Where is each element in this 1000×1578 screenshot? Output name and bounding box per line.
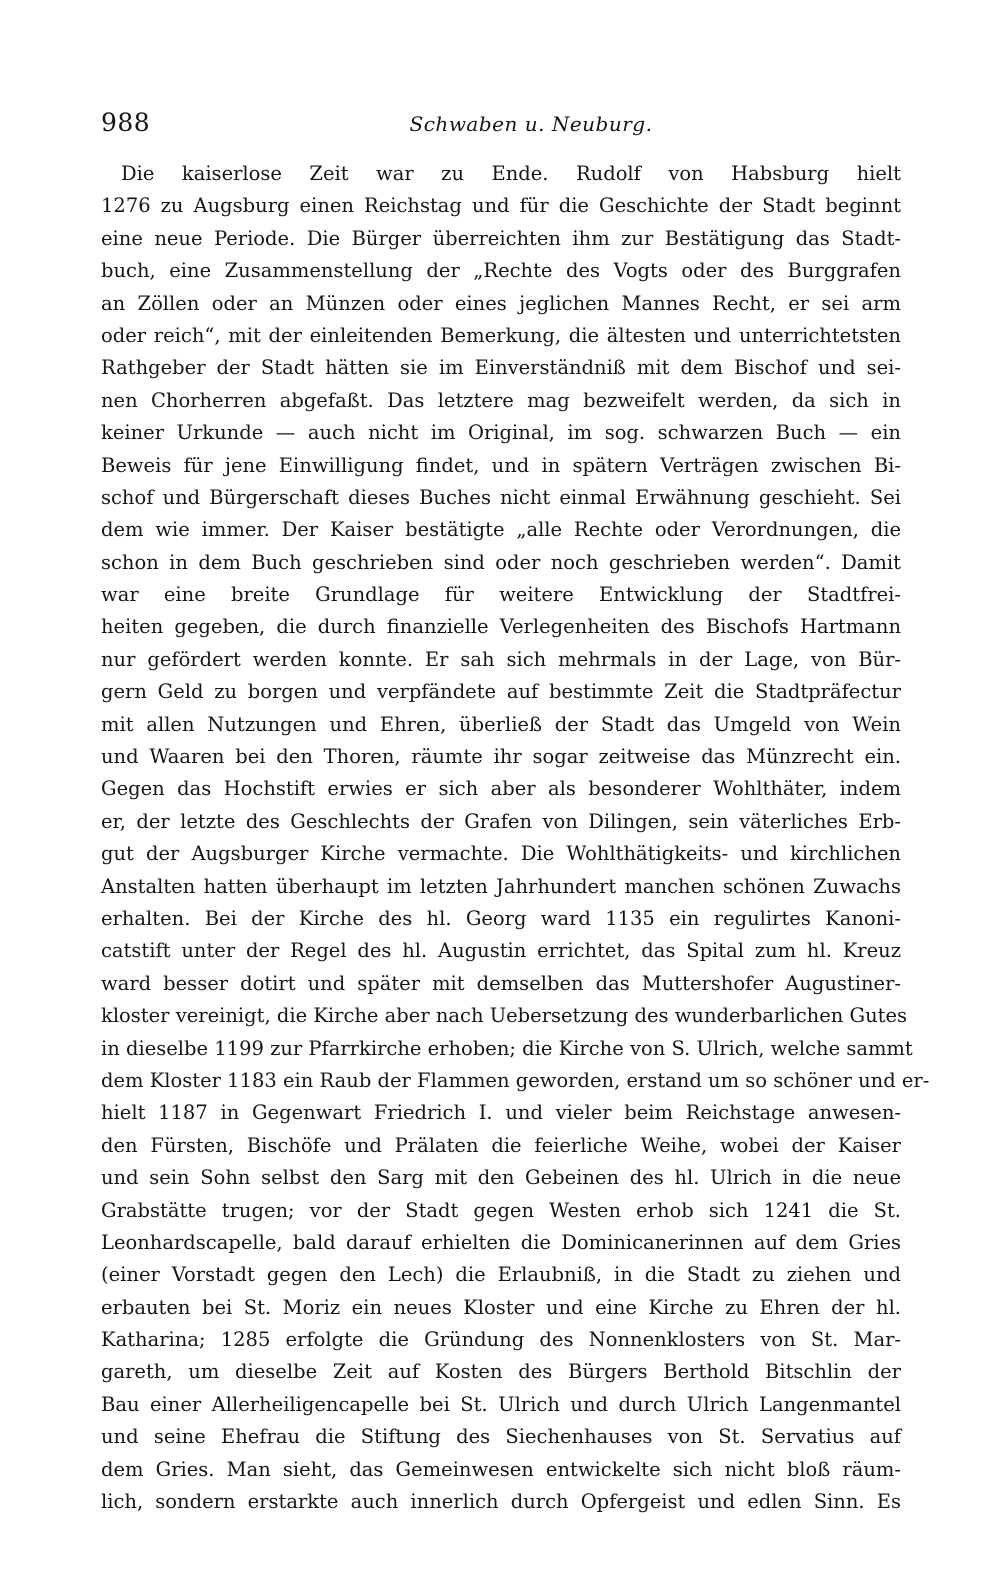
text-line: lich, sondern erstarkte auch innerlich durch Opfergeist und edlen Sinn. Es: [101, 1490, 901, 1514]
text-line: buch, eine Zusammenstellung der „Rechte des Vogts oder des Burggrafen: [101, 259, 901, 283]
text-line: er, der letzte des Geschlechts der Grafen von Dilingen, sein väterliches Erb-: [101, 809, 901, 833]
text-line: (einer Vorstadt gegen den Lech) die Erlaubniß, in die Stadt zu ziehen und: [101, 1263, 901, 1287]
text-line: nen Chorherren abgefaßt. Das letztere mag bezweifelt werden, da sich in: [101, 388, 901, 412]
text-line: in dieselbe 1199 zur Pfarrkirche erhoben; die Kirche von S. Ulrich, welche sammt: [101, 1036, 913, 1060]
text-line: dem Gries. Man sieht, das Gemeinwesen entwickelte sich nicht bloß räum-: [101, 1457, 901, 1481]
text-line: Leonhardscapelle, bald darauf erhielten die Dominicanerinnen auf dem Gries: [101, 1230, 901, 1254]
text-line: den Fürsten, Bischöfe und Prälaten die feierliche Weihe, wobei der Kaiser: [101, 1133, 901, 1157]
text-line: eine neue Periode. Die Bürger überreichten ihm zur Bestätigung das Stadt-: [101, 226, 901, 250]
text-line: kloster vereinigt, die Kirche aber nach Uebersetzung des wunderbarlichen Gutes: [101, 1004, 908, 1028]
text-line: Katharina; 1285 erfolgte die Gründung des Nonnenklosters von St. Mar-: [101, 1328, 901, 1352]
text-line: gareth, um dieselbe Zeit auf Kosten des Bürgers Berthold Bitschlin der: [101, 1360, 901, 1384]
page-number: 988: [101, 108, 151, 137]
text-line: mit allen Nutzungen und Ehren, überließ der Stadt das Umgeld von Wein: [101, 712, 901, 736]
text-line: Grabstätte trugen; vor der Stadt gegen Westen erhob sich 1241 die St.: [101, 1198, 901, 1222]
text-line: Gegen das Hochstift erwies er sich aber als besonderer Wohlthäter, indem: [101, 777, 901, 801]
text-line: Rathgeber der Stadt hätten sie im Einverständniß mit dem Bischof und sei-: [101, 356, 901, 380]
text-line: Anstalten hatten überhaupt im letzten Jahrhundert manchen schönen Zuwachs: [101, 874, 901, 898]
text-line: hielt 1187 in Gegenwart Friedrich I. und vieler beim Reichstage anwesen-: [101, 1101, 901, 1125]
text-line: gut der Augsburger Kirche vermachte. Die Wohlthätigkeits- und kirchlichen: [101, 842, 901, 866]
text-line: 1276 zu Augsburg einen Reichstag und für die Geschichte der Stadt beginnt: [101, 194, 901, 218]
text-line: heiten gegeben, die durch finanzielle Verlegenheiten des Bischofs Hartmann: [101, 615, 901, 639]
text-line: keiner Urkunde — auch nicht im Original, im sog. schwarzen Buch — ein: [101, 421, 901, 445]
text-line: nur gefördert werden konnte. Er sah sich mehrmals in der Lage, von Bür-: [101, 647, 901, 671]
text-line: gern Geld zu borgen und verpfändete auf bestimmte Zeit die Stadtpräfectur: [101, 680, 901, 704]
text-line: Bau einer Allerheiligencapelle bei St. Ulrich und durch Ulrich Langenmantel: [101, 1392, 901, 1416]
text-line: schon in dem Buch geschrieben sind oder noch geschrieben werden“. Damit: [101, 550, 901, 574]
body-text: [101, 158, 930, 1518]
text-line: an Zöllen oder an Münzen oder eines jeglichen Mannes Recht, er sei arm: [101, 291, 901, 315]
text-line: dem Kloster 1183 ein Raub der Flammen geworden, erstand um so schöner und er-: [101, 1068, 930, 1092]
text-line: Beweis für jene Einwilligung findet, und in spätern Verträgen zwischen Bi-: [101, 453, 901, 477]
text-line: erbauten bei St. Moriz ein neues Kloster und eine Kirche zu Ehren der hl.: [101, 1295, 901, 1319]
text-line: schof und Bürgerschaft dieses Buches nicht einmal Erwähnung geschieht. Sei: [101, 485, 901, 509]
running-head: Schwaben u. Neuburg.: [409, 112, 653, 136]
text-line: Die kaiserlose Zeit war zu Ende. Rudolf von Habsburg hielt: [121, 162, 901, 185]
text-line: und Waaren bei den Thoren, räumte ihr sogar zeitweise das Münzrecht ein.: [101, 745, 901, 769]
text-line: oder reich“, mit der einleitenden Bemerkung, die ältesten und unterrichtetsten: [101, 323, 901, 347]
page-header: [101, 108, 901, 144]
text-line: und seine Ehefrau die Stiftung des Siechenhauses von St. Servatius auf: [101, 1425, 901, 1449]
text-line: ward besser dotirt und später mit demselben das Muttershofer Augustiner-: [101, 971, 901, 995]
text-line: erhalten. Bei der Kirche des hl. Georg ward 1135 ein regulirtes Kanoni-: [101, 906, 901, 930]
text-line: war eine breite Grundlage für weitere Entwicklung der Stadtfrei-: [101, 583, 901, 607]
text-line: catstift unter der Regel des hl. Augustin errichtet, das Spital zum hl. Kreuz: [101, 939, 901, 963]
text-line: und sein Sohn selbst den Sarg mit den Gebeinen des hl. Ulrich in die neue: [101, 1166, 901, 1190]
text-line: dem wie immer. Der Kaiser bestätigte „alle Rechte oder Verordnungen, die: [101, 518, 901, 542]
